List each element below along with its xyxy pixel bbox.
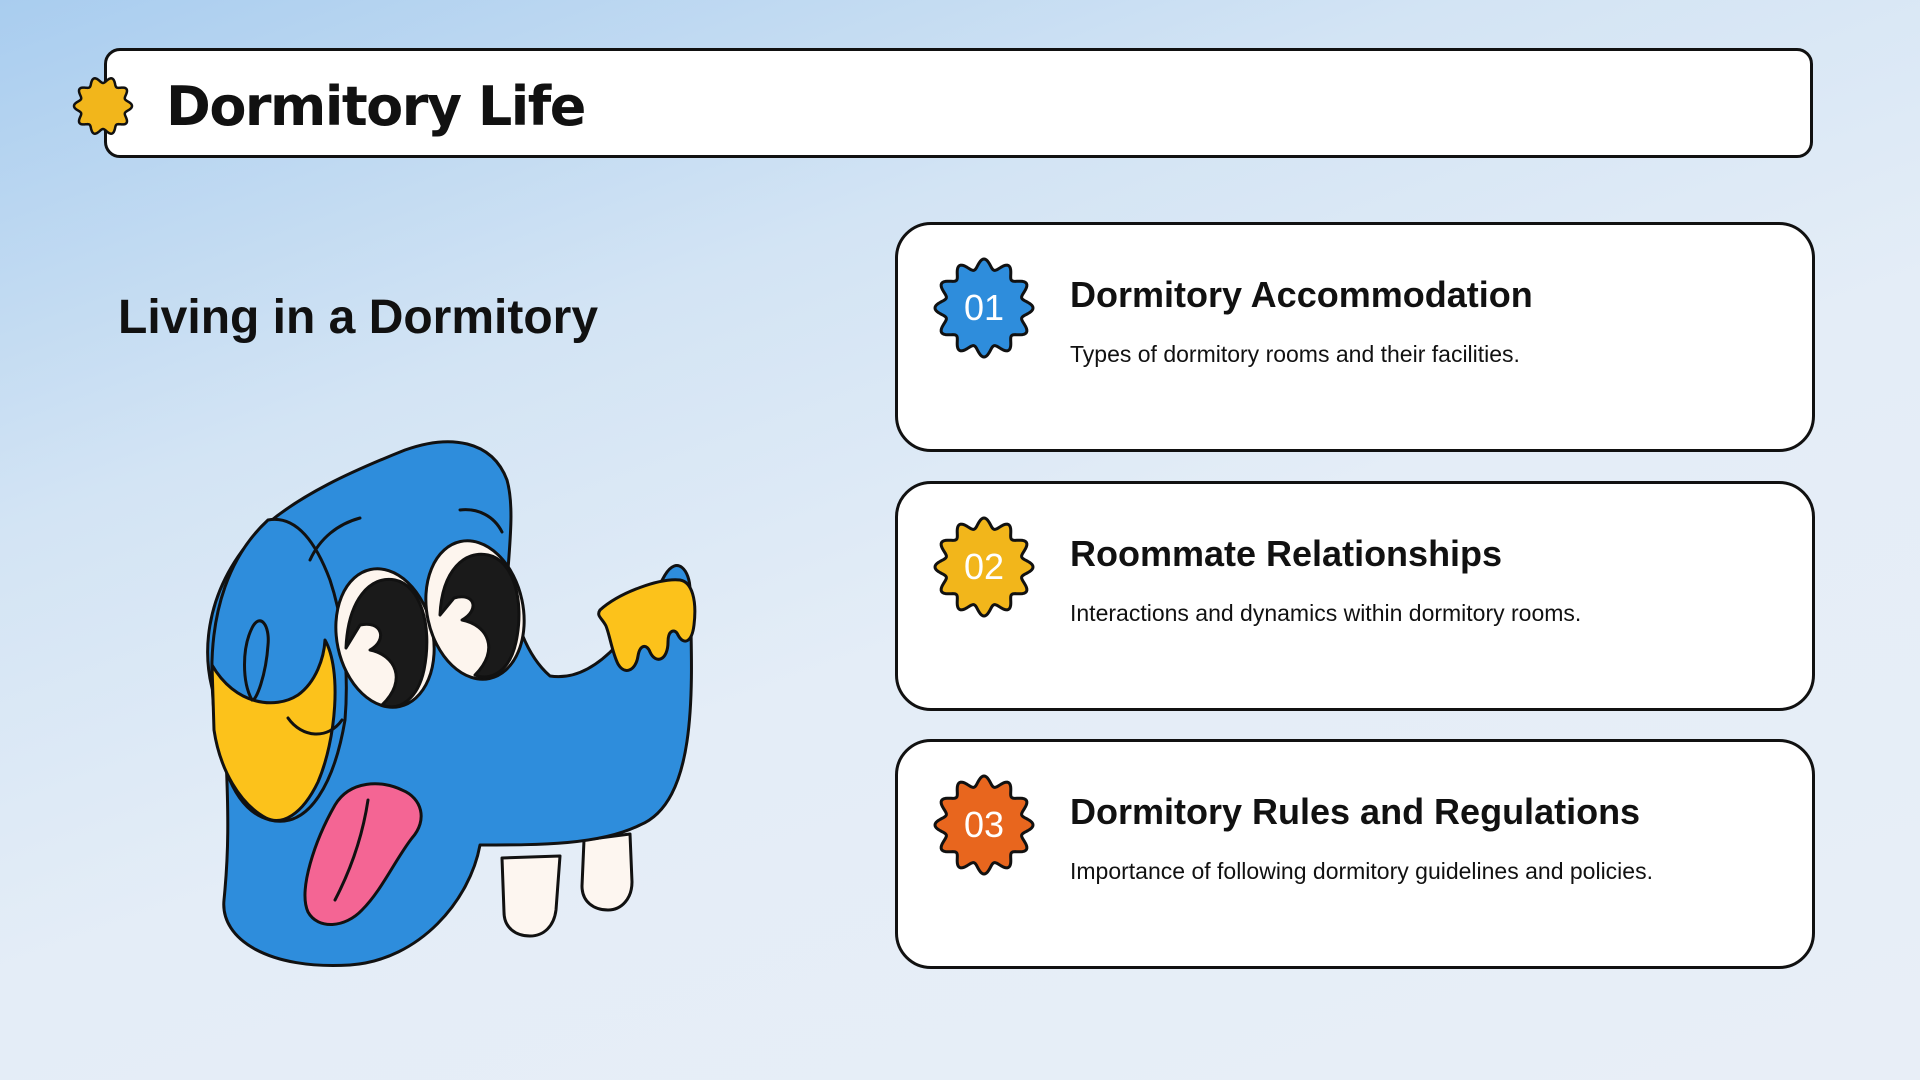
card-description: Interactions and dynamics within dormitory rooms. [1070, 600, 1582, 626]
card-badge [931, 772, 1037, 878]
card-badge [931, 255, 1037, 361]
card-description: Importance of following dormitory guidelines and policies. [1070, 858, 1653, 884]
card-number: 01 [963, 287, 1005, 328]
card-description: Types of dormitory rooms and their facilities. [1070, 341, 1520, 367]
card-dormitory-accommodation[interactable] [895, 222, 1815, 452]
slide-subtitle: Living in a Dormitory [118, 291, 599, 344]
star-badge-icon [71, 74, 135, 138]
elephant-tooth [502, 856, 560, 936]
elephant-tooth [582, 834, 632, 910]
card-title: Dormitory Accommodation [1070, 274, 1533, 315]
card-number: 03 [963, 804, 1005, 845]
card-dormitory-rules[interactable] [895, 739, 1815, 969]
slide-title: Dormitory Life [166, 75, 585, 138]
card-title: Dormitory Rules and Regulations [1070, 791, 1641, 832]
card-number: 02 [963, 546, 1005, 587]
card-title: Roommate Relationships [1070, 533, 1503, 574]
card-badge [931, 514, 1037, 620]
cartoon-elephant-illustration [120, 420, 710, 980]
card-roommate-relationships[interactable] [895, 481, 1815, 711]
